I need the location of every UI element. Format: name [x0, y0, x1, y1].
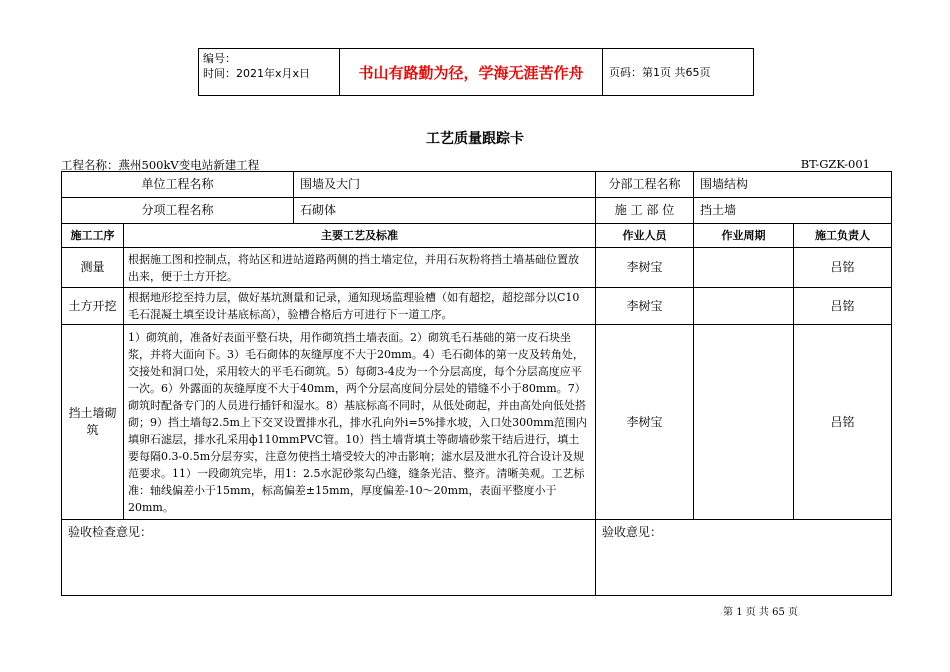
site-value: 挡土墙 — [694, 198, 892, 224]
standard-cell: 根据施工图和控制点，将站区和进站道路两侧的挡土墙定位，并用石灰粉将挡土墙基础位置放出来，便于土方开挖。 — [124, 248, 596, 288]
process-cell: 测量 — [62, 248, 124, 288]
info-row-unit — [62, 172, 892, 198]
unit-value: 围墙及大门 — [294, 172, 596, 198]
page-footer: 第 1 页 共 65 页 — [723, 607, 798, 618]
period-cell — [694, 325, 794, 520]
document-code: BT-GZK-001 — [800, 157, 870, 171]
process-cell: 挡土墙砌筑 — [62, 325, 124, 520]
col-header-standard: 主要工艺及标准 — [124, 224, 596, 248]
part-label: 分部工程名称 — [596, 172, 694, 198]
table-row — [62, 288, 892, 325]
table-row — [62, 325, 892, 520]
time-label: 时间：2021年x月x日 — [203, 67, 311, 80]
item-label: 分项工程名称 — [62, 198, 294, 224]
leader-cell: 吕铭 — [794, 288, 892, 325]
standard-cell: 1）砌筑前，准备好表面平整石块，用作砌筑挡土墙表面。2）砌筑毛石基础的第一皮石块坐浆，并将大面向下。3）毛石砌体的灰缝厚度不大于20mm。4）毛石砌体的第一皮及转角处，交接处和洞口处，采用较大的平毛石砌筑。5）每砌3-4皮为一个分层高度，每个分层高度应平一次。6）外露面的灰缝厚度不大于40mm，两个分层高度间分层处的错缝不小于80mm。7）砌筑时配备专门的人员进行插钎和湿水。8）基底标高不同时，从低处砌起，并由高处向低处搭砌；9）挡土墙每2.5m上下交叉设置排水孔，排水孔向外i=5%排水坡，入口处300mm范围内填卵石滤层，排水孔采用ф110mmPVC管。10）挡土墙背填土等砌墙砂浆干结后进行，填土要每隔0.3-0.5m分层夯实，注意勿使挡土墙受较大的冲击影响；滤水层及泄水孔符合设计及规范要求。11）一段砌筑完毕，用1：2.5水泥砂浆勾凸缝，缝条光洁、整齐。清晰美观。工艺标准：轴线偏差小于15mm，标高偏差±15mm，厚度偏差-10～20mm，表面平整度小于20mm。 — [124, 325, 596, 520]
acceptance-check-label: 验收检查意见： — [62, 520, 596, 596]
part-value: 围墙结构 — [694, 172, 892, 198]
worker-cell: 李树宝 — [596, 248, 694, 288]
unit-label: 单位工程名称 — [62, 172, 294, 198]
acceptance-row — [62, 520, 892, 596]
page-label: 页码：第1页 共65页 — [609, 66, 711, 79]
motto: 书山有路勤为径，学海无涯苦作舟 — [340, 49, 603, 95]
acceptance-opinion-label: 验收意见： — [596, 520, 892, 596]
period-cell — [694, 248, 794, 288]
col-header-worker: 作业人员 — [596, 224, 694, 248]
project-name: 工程名称：燕州500kV变电站新建工程 — [61, 158, 260, 172]
standard-cell: 根据地形挖至持力层，做好基坑测量和记录，通知现场监理验槽（如有超挖，超挖部分以C10毛石混凝土填至设计基底标高），验槽合格后方可进行下一道工序。 — [124, 288, 596, 325]
leader-cell: 吕铭 — [794, 325, 892, 520]
process-cell: 土方开挖 — [62, 288, 124, 325]
col-header-leader: 施工负责人 — [794, 224, 892, 248]
col-header-period: 作业周期 — [694, 224, 794, 248]
document-header — [198, 48, 754, 96]
col-header-process: 施工工序 — [62, 224, 124, 248]
item-value: 石砌体 — [294, 198, 596, 224]
worker-cell: 李树宝 — [596, 288, 694, 325]
site-label: 施 工 部 位 — [596, 198, 694, 224]
table-row — [62, 248, 892, 288]
info-row-item — [62, 198, 892, 224]
page-title: 工艺质量跟踪卡 — [426, 131, 524, 147]
worker-cell: 李树宝 — [596, 325, 694, 520]
number-label: 编号： — [203, 52, 236, 65]
quality-tracking-table — [61, 171, 892, 596]
header-meta — [199, 49, 340, 95]
table-header-row — [62, 224, 892, 248]
leader-cell: 吕铭 — [794, 248, 892, 288]
period-cell — [694, 288, 794, 325]
